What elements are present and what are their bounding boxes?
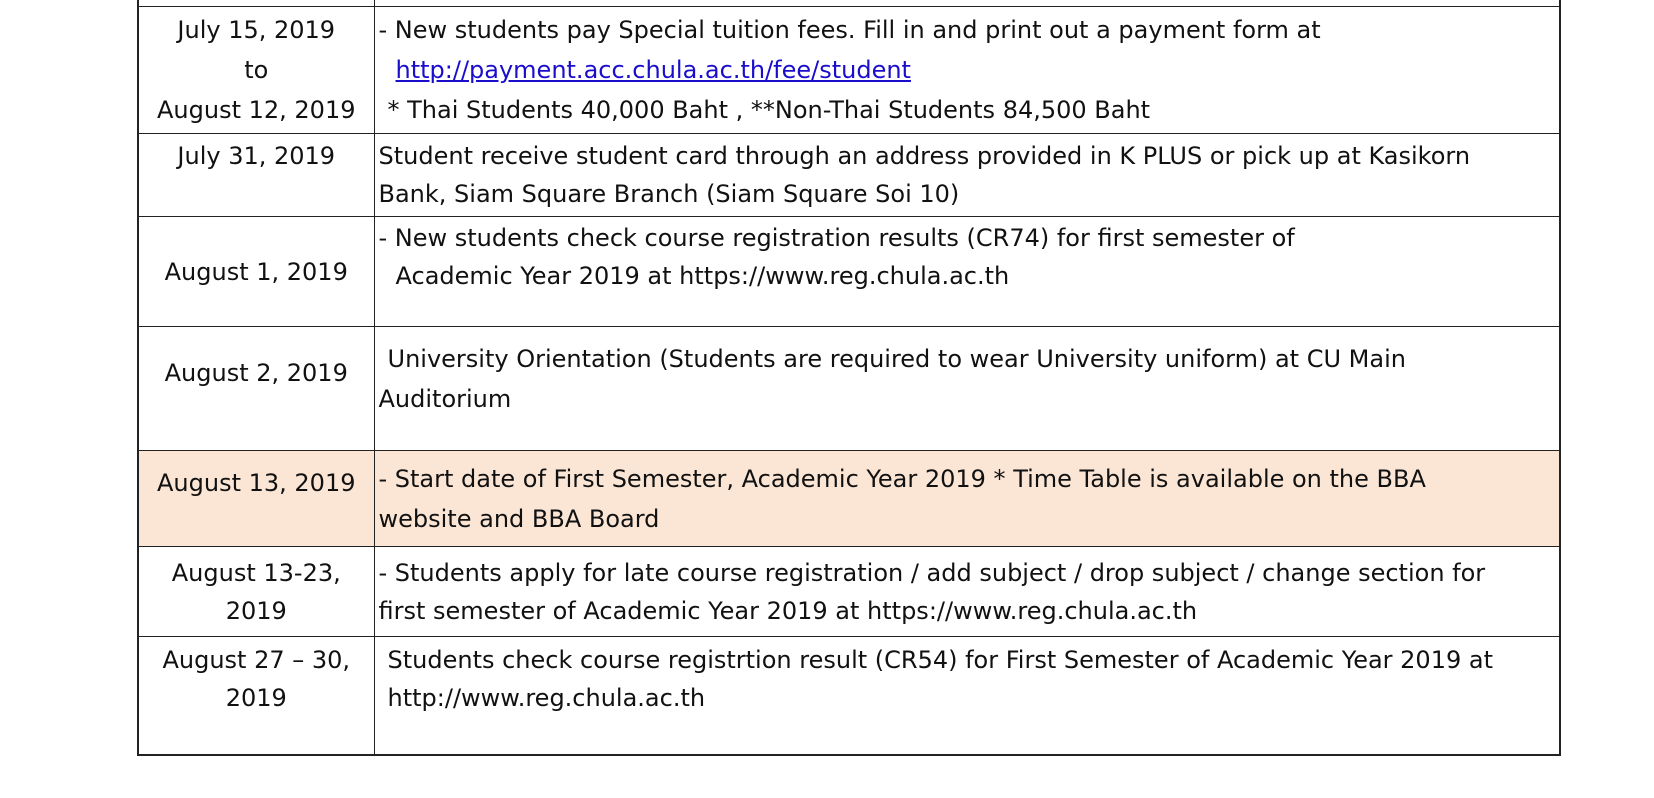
date-cell [138, 547, 374, 637]
date-line: August 13-23, [171, 558, 341, 587]
table-row [138, 327, 1560, 451]
date-line: 2019 [225, 684, 287, 712]
description-cell [374, 327, 1560, 451]
description-cell [374, 451, 1560, 547]
description-line: http://www.reg.chula.ac.th [387, 684, 706, 712]
description-line: Students check course registrtion result (CR54) for First Semester of Academic Year 2019 at [387, 646, 1493, 674]
date-line: August 1, 2019 [164, 257, 348, 286]
description-line [379, 50, 1560, 90]
description-cell [374, 134, 1560, 217]
date-cell [138, 217, 374, 327]
date-line: to [244, 56, 269, 84]
date-cell [138, 134, 374, 217]
description-line: * Thai Students 40,000 Baht , **Non-Thai Students 84,500 Baht [387, 96, 1151, 124]
date-cell [138, 7, 374, 134]
table-row [138, 547, 1560, 637]
description-line: Auditorium [378, 385, 512, 413]
date-line: July 31, 2019 [177, 142, 336, 170]
description-cell [374, 547, 1560, 637]
description-line: website and BBA Board [378, 504, 660, 533]
date-line: August 27 – 30, [162, 646, 351, 674]
table-row [138, 637, 1560, 755]
date-line: August 13, 2019 [157, 469, 356, 497]
description-line: - New students pay Special tuition fees. Fill in and print out a payment form at [378, 16, 1321, 44]
table-row [138, 7, 1560, 134]
date-line: July 15, 2019 [177, 16, 336, 44]
description-line: first semester of Academic Year 2019 at https://www.reg.chula.ac.th [378, 596, 1198, 625]
description-cell [374, 217, 1560, 327]
description-cell [374, 7, 1560, 134]
description-line: Academic Year 2019 at https://www.reg.chula.ac.th [395, 262, 1010, 290]
date-line: August 12, 2019 [157, 96, 356, 124]
table-row-highlighted [138, 451, 1560, 547]
description-line: - New students check course registration results (CR74) for first semester of [378, 224, 1295, 252]
date-line: August 2, 2019 [164, 359, 348, 387]
academic-calendar-table [137, 0, 1561, 756]
date-cell [138, 327, 374, 451]
description-line: University Orientation (Students are required to wear University uniform) at CU Main [387, 345, 1406, 373]
payment-form-link[interactable]: http://payment.acc.chula.ac.th/fee/student [395, 56, 911, 84]
table-row [138, 134, 1560, 217]
date-cell [138, 451, 374, 547]
description-line: Bank, Siam Square Branch (Siam Square Soi 10) [378, 180, 960, 208]
description-line: - Start date of First Semester, Academic Year 2019 * Time Table is available on the BBA [378, 464, 1426, 493]
table-row [138, 217, 1560, 327]
date-cell [138, 637, 374, 755]
description-line: - Students apply for late course registration / add subject / drop subject / change section for [378, 558, 1486, 587]
description-line: Student receive student card through an address provided in K PLUS or pick up at Kasikorn [378, 142, 1471, 170]
description-cell [374, 637, 1560, 755]
date-line: 2019 [225, 596, 287, 625]
